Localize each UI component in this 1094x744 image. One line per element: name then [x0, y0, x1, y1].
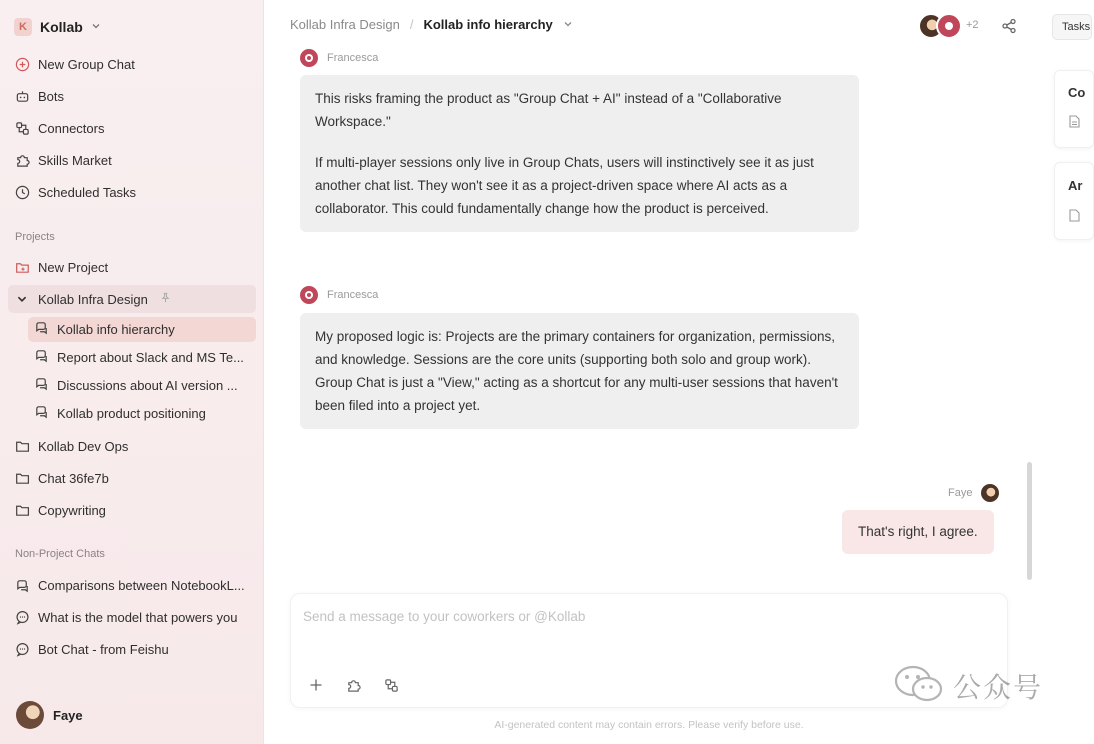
session-item[interactable]	[34, 346, 244, 368]
ai-disclaimer: AI-generated content may contain errors. Please verify before use.	[494, 719, 804, 731]
breadcrumb-project[interactable]: Kollab Infra Design	[290, 17, 400, 32]
clock-icon	[14, 184, 30, 200]
message-text: This risks framing the product as "Group Chat + AI" instead of a "Collaborative Workspace."	[315, 91, 782, 129]
nav-new-group-chat[interactable]	[14, 52, 135, 76]
member-extra-count[interactable]: +2	[966, 19, 979, 31]
chat-item[interactable]	[14, 637, 169, 661]
chat-session-icon	[34, 376, 49, 394]
session-item[interactable]	[34, 318, 175, 340]
chat-bubble-icon	[14, 609, 30, 625]
nav-label: New Project	[38, 259, 109, 275]
plus-circle-icon	[14, 56, 30, 72]
watermark	[893, 664, 1043, 707]
nav-label: Scheduled Tasks	[38, 184, 137, 200]
message-text: My proposed logic is: Projects are the primary containers for organization, permissions, and knowledge. Sessions are the core units (supporting both solo and group work). Group Chat is just a "View," acting as a shortcut for any multi-user sessions that haven't been filed into a project yet.	[315, 329, 838, 413]
message-input[interactable]	[303, 606, 903, 626]
folder-icon	[14, 438, 30, 454]
tab-tasks[interactable]: Tasks	[1052, 14, 1092, 40]
nav-skills-market[interactable]	[14, 148, 112, 172]
folder-icon	[14, 470, 30, 486]
folder-plus-icon	[14, 259, 30, 275]
card-title: Co	[1068, 85, 1086, 100]
new-project-button[interactable]	[14, 255, 108, 279]
session-label: Discussions about AI version ...	[57, 377, 238, 393]
chat-session-icon	[34, 404, 49, 422]
chevron-down-icon[interactable]	[14, 291, 30, 307]
session-item[interactable]	[34, 374, 238, 396]
session-item[interactable]	[34, 402, 206, 424]
project-item[interactable]	[14, 498, 106, 522]
nav-label: Skills Market	[38, 152, 112, 168]
group-chat-icon	[14, 577, 30, 593]
project-item[interactable]	[14, 434, 128, 458]
workspace-logo: K	[14, 18, 32, 36]
card-title: Ar	[1068, 178, 1083, 193]
puzzle-icon[interactable]	[343, 675, 363, 695]
user-name: Faye	[53, 707, 83, 723]
sender-name: Francesca	[327, 52, 379, 64]
chevron-down-icon	[91, 21, 101, 34]
project-name: Kollab Infra Design	[38, 291, 148, 307]
session-label: Kollab info hierarchy	[57, 321, 175, 337]
folder-icon	[14, 502, 30, 518]
avatar	[936, 13, 962, 39]
nav-connectors[interactable]	[14, 116, 104, 140]
wechat-icon	[893, 664, 945, 707]
message-sender	[948, 484, 999, 502]
message-bubble-own: That's right, I agree.	[842, 510, 994, 554]
document-icon	[1069, 115, 1080, 131]
watermark-text: 公众号	[953, 671, 1044, 703]
nav-label: New Group Chat	[38, 56, 135, 72]
project-label: Kollab Dev Ops	[38, 438, 129, 454]
connector-icon[interactable]	[381, 675, 401, 695]
message-text: If multi-player sessions only live in Group Chats, users will instinctively see it as just another chat list. They won't see it as a project-driven space where AI acts as a collaborator. This could fundamentally change how the product is perceived.	[315, 155, 814, 216]
message-sender	[300, 286, 378, 304]
project-kollab-infra-design[interactable]	[14, 287, 171, 311]
message-sender	[300, 49, 378, 67]
chat-session-icon	[34, 320, 49, 338]
connector-icon	[14, 120, 30, 136]
share-icon[interactable]	[1001, 18, 1017, 37]
chat-label: Bot Chat - from Feishu	[38, 641, 169, 657]
workspace-name: Kollab	[40, 19, 83, 35]
breadcrumb	[290, 17, 573, 32]
nav-label: Bots	[38, 88, 65, 104]
sidebar	[0, 0, 264, 744]
nav-bots[interactable]	[14, 84, 64, 108]
nav-label: Connectors	[38, 120, 105, 136]
chat-item[interactable]	[14, 573, 245, 597]
avatar	[300, 49, 318, 67]
chat-label: What is the model that powers you	[38, 609, 238, 625]
document-icon	[1069, 209, 1080, 225]
session-label: Report about Slack and MS Te...	[57, 349, 244, 365]
avatar	[981, 484, 999, 502]
session-label: Kollab product positioning	[57, 405, 206, 421]
workspace-switcher[interactable]	[14, 16, 101, 38]
chat-bubble-icon	[14, 641, 30, 657]
chat-scrollbar[interactable]	[1027, 462, 1032, 580]
pin-icon[interactable]	[160, 292, 171, 306]
nav-scheduled-tasks[interactable]	[14, 180, 136, 204]
member-avatars[interactable]	[918, 13, 964, 39]
non-project-section-label: Non-Project Chats	[15, 548, 105, 560]
chat-item[interactable]	[14, 605, 237, 629]
avatar	[300, 286, 318, 304]
breadcrumb-session[interactable]: Kollab info hierarchy	[423, 17, 553, 32]
breadcrumb-separator: /	[409, 17, 414, 32]
chevron-down-icon[interactable]	[563, 17, 573, 32]
chat-label: Comparisons between NotebookL...	[38, 577, 245, 593]
sender-name: Francesca	[327, 289, 379, 301]
puzzle-icon	[14, 152, 30, 168]
sender-name: Faye	[948, 487, 973, 499]
bot-icon	[14, 88, 30, 104]
chat-session-icon	[34, 348, 49, 366]
projects-section-label: Projects	[15, 231, 55, 243]
right-panel-card[interactable]	[1054, 70, 1094, 148]
project-label: Chat 36fe7b	[38, 470, 109, 486]
user-profile[interactable]	[16, 701, 83, 729]
avatar	[16, 701, 44, 729]
message-bubble	[300, 75, 859, 232]
plus-icon[interactable]	[306, 675, 326, 695]
right-panel-card[interactable]	[1054, 162, 1094, 240]
message-bubble	[300, 313, 859, 429]
project-label: Copywriting	[38, 502, 106, 518]
project-item[interactable]	[14, 466, 109, 490]
